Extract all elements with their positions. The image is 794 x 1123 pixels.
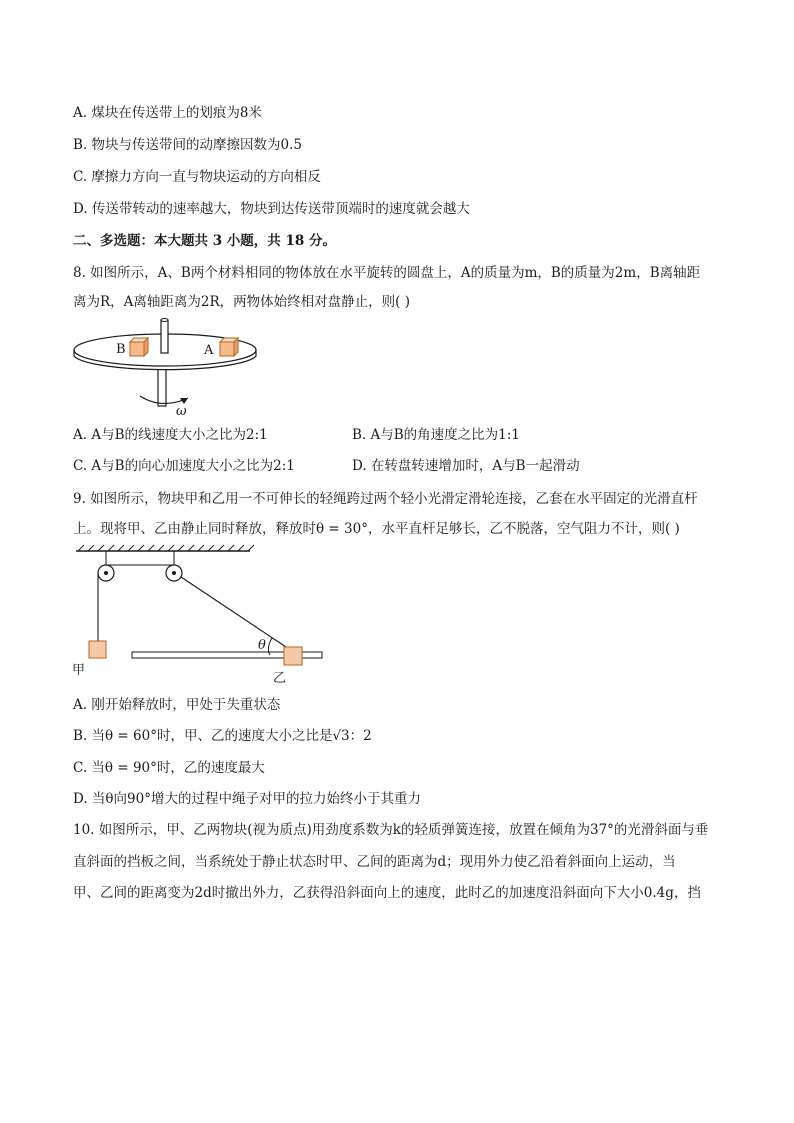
q8-option-c: C. A与B的向心加速度大小之比为2:1 xyxy=(73,458,295,474)
q9-stem-line2: 上。现将甲、乙由静止同时释放，释放时θ = 30°，水平直杆足够长，乙不脱落，空气阻力不计，则( ) xyxy=(73,521,680,537)
block-jia xyxy=(89,641,106,658)
q9-pulley-figure xyxy=(70,545,330,685)
block-a xyxy=(220,338,238,356)
q8-option-a: A. A与B的线速度大小之比为2:1 xyxy=(73,427,268,443)
q8-stem-line2: 离为R，A离轴距离为2R，两物体始终相对盘静止，则( ) xyxy=(73,294,410,310)
q9-stem-line1: 9. 如图所示，物块甲和乙用一不可伸长的轻绳跨过两个轻小光滑定滑轮连接，乙套在水平固定的光滑直杆 xyxy=(73,491,698,507)
q9-option-a: A. 刚开始释放时，甲处于失重状态 xyxy=(73,697,281,713)
q8-option-d: D. 在转盘转速增加时，A与B一起滑动 xyxy=(352,458,580,474)
block-b xyxy=(130,338,148,356)
omega-label: ω xyxy=(176,404,187,419)
label-jia: 甲 xyxy=(72,663,86,678)
q8-turntable-figure xyxy=(70,318,270,418)
q10-stem-line1: 10. 如图所示，甲、乙两物块(视为质点)用劲度系数为k的轻质弹簧连接，放置在倾角为37°的光滑斜面与垂 xyxy=(73,822,709,838)
q7-option-d: D. 传送带转动的速率越大，物块到达传送带顶端时的速度就会越大 xyxy=(73,201,470,217)
q9-option-d: D. 当θ向90°增大的过程中绳子对甲的拉力始终小于其重力 xyxy=(73,791,421,807)
q8-stem-line1: 8. 如图所示，A、B两个材料相同的物体放在水平旋转的圆盘上，A的质量为m，B的质量为2m，B离轴距 xyxy=(73,265,701,281)
block-yi xyxy=(284,647,302,665)
q8-option-b: B. A与B的角速度之比为1:1 xyxy=(352,427,520,443)
q7-option-b: B. 物块与传送带间的动摩擦因数为0.5 xyxy=(73,137,302,153)
q10-stem-line3: 甲、乙间的距离变为2d时撤出外力，乙获得沿斜面向上的速度，此时乙的加速度沿斜面向下大小0.4g，挡 xyxy=(73,885,701,901)
label-b: B xyxy=(116,342,126,357)
q9-option-b: B. 当θ = 60°时，甲、乙的速度大小之比是√3：2 xyxy=(73,728,372,744)
q7-option-a: A. 煤块在传送带上的划痕为8米 xyxy=(73,105,262,121)
section-header-multiple-choice: 二、多选题：本大题共 3 小题，共 18 分。 xyxy=(73,233,336,249)
turntable-axle xyxy=(161,320,168,353)
q7-option-c: C. 摩擦力方向一直与物块运动的方向相反 xyxy=(73,169,321,185)
q10-stem-line2: 直斜面的挡板之间，当系统处于静止状态时甲、乙间的距离为d；现用外力使乙沿着斜面向上运动，当 xyxy=(73,854,676,870)
label-yi: 乙 xyxy=(273,671,287,686)
label-a: A xyxy=(204,343,214,358)
theta-label: θ xyxy=(258,638,266,653)
q9-option-c: C. 当θ = 90°时，乙的速度最大 xyxy=(73,760,265,776)
